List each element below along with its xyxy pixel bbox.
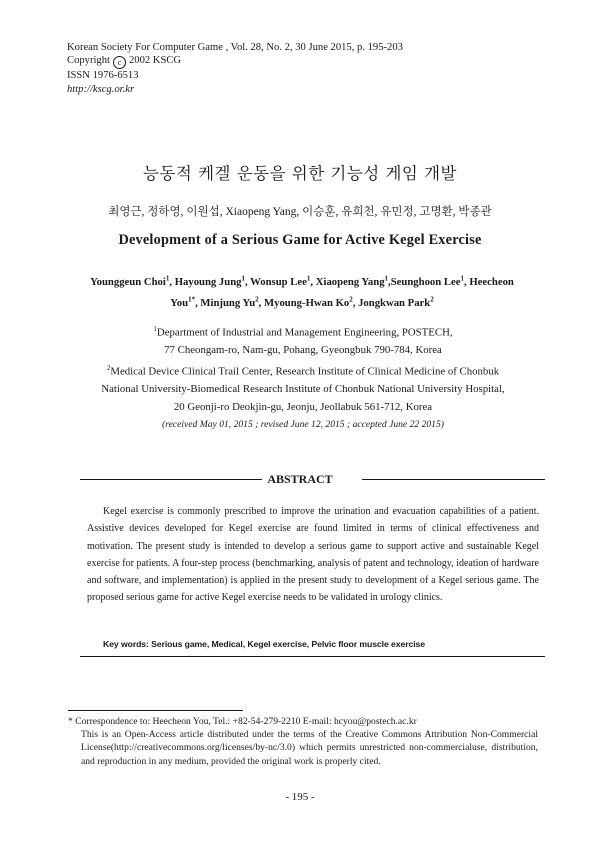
copyright-icon: c	[113, 56, 126, 69]
affiliation-2-line-2: National University-Biomedical Research Institute of Chonbuk National University Hospital,	[101, 382, 505, 395]
open-access-note: This is an Open-Access article distributed under the terms of the Creative Commons Attribution Non-Commercial License(http://creativecommons.org/licenses/by-nc/3.0) which permits unrestricted non-commercialuse, distribution, and reproduction in any medium, provided the original work is properly cited.	[81, 729, 538, 767]
author: Hayoung Jung$^1$,	[174, 274, 251, 288]
author: Younggeun Choi$^1$,	[90, 274, 175, 288]
journal-citation: Korean Society For Computer Game , Vol. 28, No. 2, 30 June 2015, p. 195-203	[67, 42, 403, 53]
page-number: - 195 -	[285, 791, 315, 803]
english-title: Development of a Serious Game for Active Kegel Exercise	[118, 232, 482, 248]
affiliations	[60, 321, 546, 434]
footnote-divider	[68, 710, 243, 711]
author: Jongkwan Park$^2$	[358, 295, 434, 310]
abstract-heading: ABSTRACT	[267, 472, 333, 486]
author-list	[82, 269, 522, 312]
affiliation-2-line-1: $^2$Medical Device Clinical Trail Center, Research Institute of Clinical Medicine of Chonbuk	[106, 363, 500, 378]
copyright-line: Copyright c 2002 KSCG	[67, 55, 182, 68]
affiliation-1-line-1: $^1$Department of Industrial and Management Engineering, POSTECH,	[153, 325, 453, 339]
correspondence-note: * Correspondence to: Heecheon You, Tel.: +82-54-279-2210 E-mail: hcyou@postech.ac.kr	[68, 716, 417, 727]
received-dates: (received May 01, 2015 ; revised June 12, 2015 ; accepted June 22 2015)	[162, 419, 444, 431]
journal-header	[67, 41, 403, 96]
keywords-divider	[80, 656, 545, 657]
affiliation-2-line-3: 20 Geonji-ro Deokjin-gu, Jeonju, Jeollabuk 561-712, Korea	[173, 400, 433, 413]
author: Wonsup Lee$^1$,	[250, 274, 316, 288]
footnote	[68, 715, 538, 768]
author: Myoung-Hwan Ko$^2$,	[264, 295, 359, 310]
issn: ISSN 1976-6513	[67, 70, 139, 82]
author: Heecheon You$^{1*}$,	[170, 275, 514, 310]
korean-authors: 최영근, 정하영, 이원섭, Xiaopeng Yang, 이승훈, 유희천, 유민정, 고명환, 박종관	[108, 206, 492, 218]
author: Seunghoon Lee$^1$,	[390, 274, 470, 288]
keywords: Key words: Serious game, Medical, Kegel exercise, Pelvic floor muscle exercise	[103, 639, 425, 649]
abstract-text: Kegel exercise is commonly prescribed to improve the urination and evacuation capabilities of a patient. Assistive devices developed for Kegel exercise are found limited in terms of clinical effectiveness and motivation. The present study is intended to develop a serious game to support active and sustainable Kegel exercise for patients. A four-step process (benchmarking, analysis of patent and technology, ideation of hardware and software, and implementation) is applied in the present study to development of a Kegel serious game. The proposed serious game for active Kegel exercise needs to be validated in urology clinics.	[87, 506, 539, 604]
abstract-rule-right	[362, 479, 545, 480]
author: Minjung Yu$^2$,	[200, 295, 265, 310]
author: Xiaopeng Yang$^1$,	[315, 274, 391, 288]
korean-title: 능동적 케겔 운동을 위한 기능성 게임 개발	[143, 164, 457, 183]
affiliation-1-line-2: 77 Cheongam-ro, Nam-gu, Pohang, Gyeongbuk 790-784, Korea	[164, 344, 442, 357]
journal-url-link[interactable]: http://kscg.or.kr	[67, 83, 135, 95]
